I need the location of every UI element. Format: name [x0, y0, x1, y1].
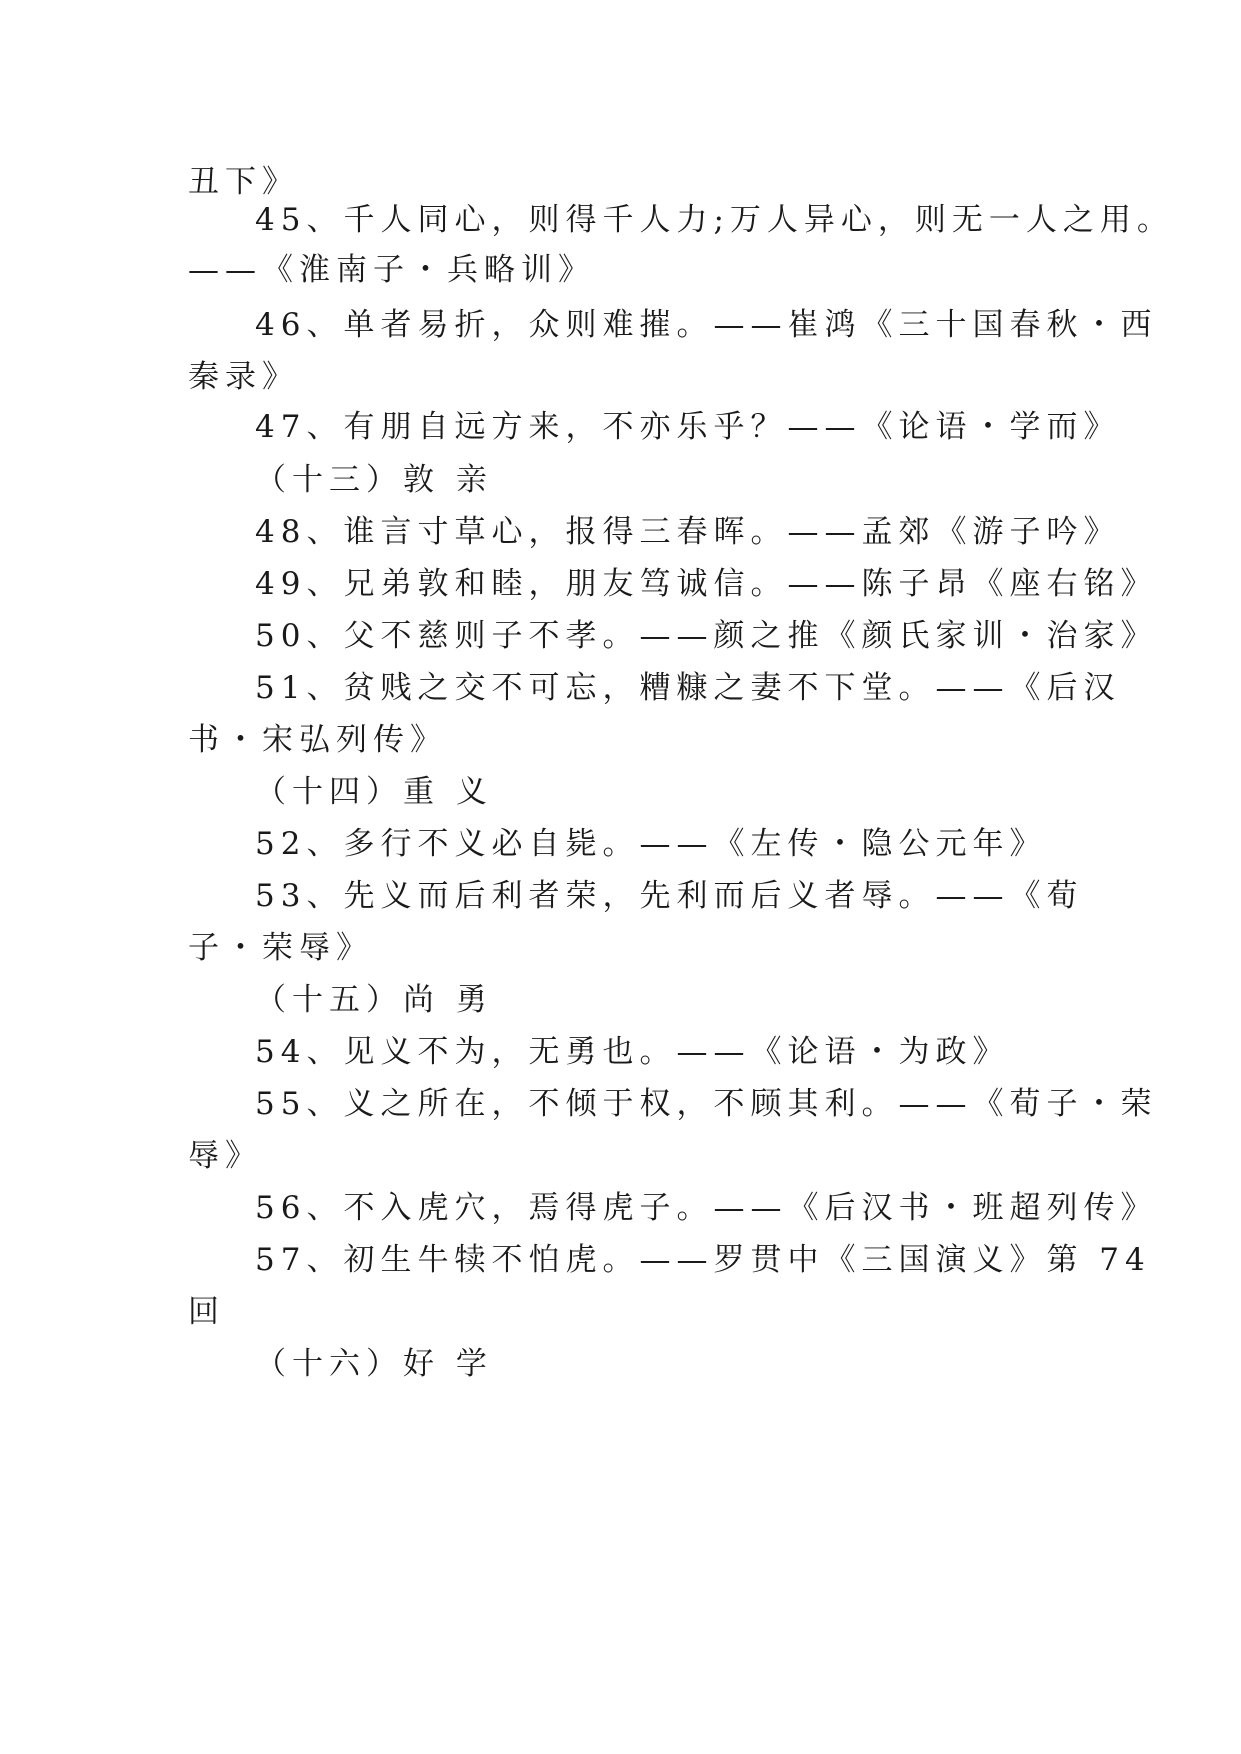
section-heading-13: （十三）敦 亲 — [255, 462, 493, 498]
quote-45-source: ——《淮南子・兵略训》 — [188, 252, 595, 288]
quote-45: 45、千人同心，则得千人力;万人异心，则无一人之用。 — [255, 202, 1174, 238]
quote-48: 48、谁言寸草心，报得三春晖。——孟郊《游子吟》 — [255, 514, 1121, 550]
quote-50: 50、父不慈则子不孝。——颜之推《颜氏家训・治家》 — [255, 618, 1158, 654]
quote-55-continuation: 辱》 — [188, 1138, 262, 1174]
quote-46: 46、单者易折，众则难摧。——崔鸿《三十国春秋・西 — [255, 307, 1158, 343]
quote-54: 54、见义不为，无勇也。——《论语・为政》 — [255, 1034, 1010, 1070]
quote-57-continuation: 回 — [188, 1294, 225, 1330]
quote-53: 53、先义而后利者荣，先利而后义者辱。——《荀 — [255, 878, 1084, 914]
quote-55: 55、义之所在，不倾于权，不顾其利。——《荀子・荣 — [255, 1086, 1158, 1122]
quote-47: 47、有朋自远方来，不亦乐乎？——《论语・学而》 — [255, 409, 1121, 445]
quote-46-continuation: 秦录》 — [188, 359, 299, 395]
section-heading-14: （十四）重 义 — [255, 774, 493, 810]
text-line-continuation: 丑下》 — [188, 164, 299, 200]
quote-51: 51、贫贱之交不可忘，糟糠之妻不下堂。——《后汉 — [255, 670, 1121, 706]
quote-57: 57、初生牛犊不怕虎。——罗贯中《三国演义》第 74 — [255, 1242, 1151, 1278]
quote-49: 49、兄弟敦和睦，朋友笃诚信。——陈子昂《座右铭》 — [255, 566, 1158, 602]
quote-51-continuation: 书・宋弘列传》 — [188, 722, 447, 758]
quote-52: 52、多行不义必自毙。——《左传・隐公元年》 — [255, 826, 1047, 862]
section-heading-15: （十五）尚 勇 — [255, 982, 493, 1018]
section-heading-16: （十六）好 学 — [255, 1346, 493, 1382]
quote-53-continuation: 子・荣辱》 — [188, 930, 373, 966]
quote-56: 56、不入虎穴，焉得虎子。——《后汉书・班超列传》 — [255, 1190, 1158, 1226]
